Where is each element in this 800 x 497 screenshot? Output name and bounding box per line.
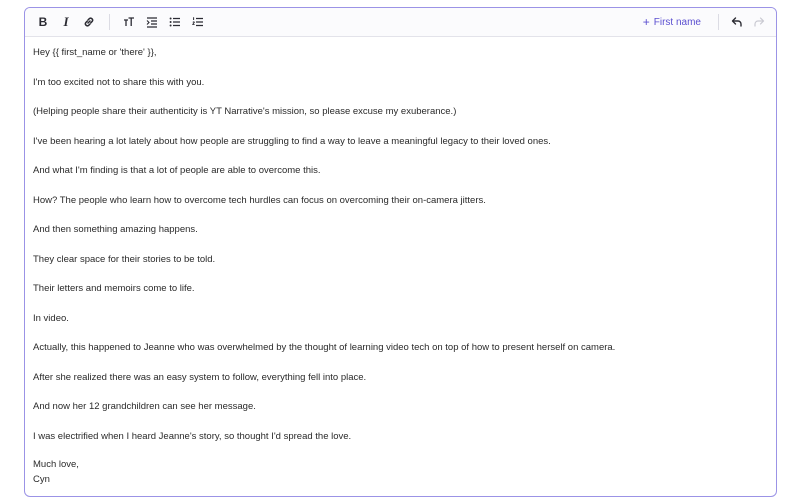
body-paragraph: Hey {{ first_name or 'there' }}, [33, 47, 157, 58]
link-button[interactable] [79, 12, 99, 32]
numbered-list-icon [192, 16, 204, 28]
undo-icon [731, 16, 743, 28]
numbered-list-button[interactable] [188, 12, 208, 32]
toolbar-divider [109, 14, 110, 30]
body-paragraph: I'm too excited not to share this with you. [33, 76, 205, 88]
body-paragraph: How? The people who learn how to overcome tech hurdles can focus on overcoming their on-camera jitters. [33, 194, 486, 206]
signature-name: Cyn [33, 474, 50, 485]
indent-button[interactable] [142, 12, 162, 32]
email-editor [24, 7, 777, 497]
undo-button[interactable] [728, 13, 746, 31]
body-paragraph: And what I'm finding is that a lot of people are able to overcome this. [33, 165, 321, 176]
signoff [33, 458, 768, 486]
signoff-line: Much love, [33, 459, 79, 470]
body-paragraph: They clear space for their stories to be told. [33, 253, 216, 265]
bold-button[interactable] [33, 12, 53, 32]
indent-icon [146, 16, 158, 28]
redo-button[interactable] [750, 13, 768, 31]
body-paragraph: (Helping people share their authenticity is YT Narrative's mission, so please excuse my exuberance.) [33, 106, 457, 117]
body-paragraph: Their letters and memoirs come to life. [33, 283, 195, 294]
body-paragraph: After she realized there was an easy system to follow, everything fell into place. [33, 371, 367, 383]
body-paragraph: And now her 12 grandchildren can see her message. [33, 401, 256, 412]
toolbar-divider-right [718, 14, 719, 30]
text-size-icon [123, 16, 135, 28]
link-icon [83, 16, 95, 28]
toolbar-left-group [33, 12, 211, 32]
body-paragraph: In video. [33, 312, 69, 324]
body-paragraph: I was electrified when I heard Jeanne's story, so thought I'd spread the love. [33, 430, 352, 442]
text-size-button[interactable] [119, 12, 139, 32]
bullet-list-icon [169, 16, 181, 28]
formatting-toolbar [25, 8, 776, 37]
italic-icon: I [63, 14, 69, 29]
body-paragraph: And then something amazing happens. [33, 224, 198, 235]
body-paragraph: I've been hearing a lot lately about how people are struggling to find a way to leave a meaningful legacy to their loved ones. [33, 135, 551, 147]
plus-icon: + [642, 15, 650, 29]
insert-first-name-label: First name [653, 16, 701, 28]
body-paragraph: Actually, this happened to Jeanne who was overwhelmed by the thought of learning video tech on top of how to present herself on camera. [33, 342, 616, 353]
bold-icon: B [38, 15, 48, 29]
insert-first-name-button[interactable] [643, 16, 701, 28]
email-body[interactable] [25, 37, 776, 486]
italic-button[interactable] [56, 12, 76, 32]
bullet-list-button[interactable] [165, 12, 185, 32]
redo-icon [753, 16, 765, 28]
